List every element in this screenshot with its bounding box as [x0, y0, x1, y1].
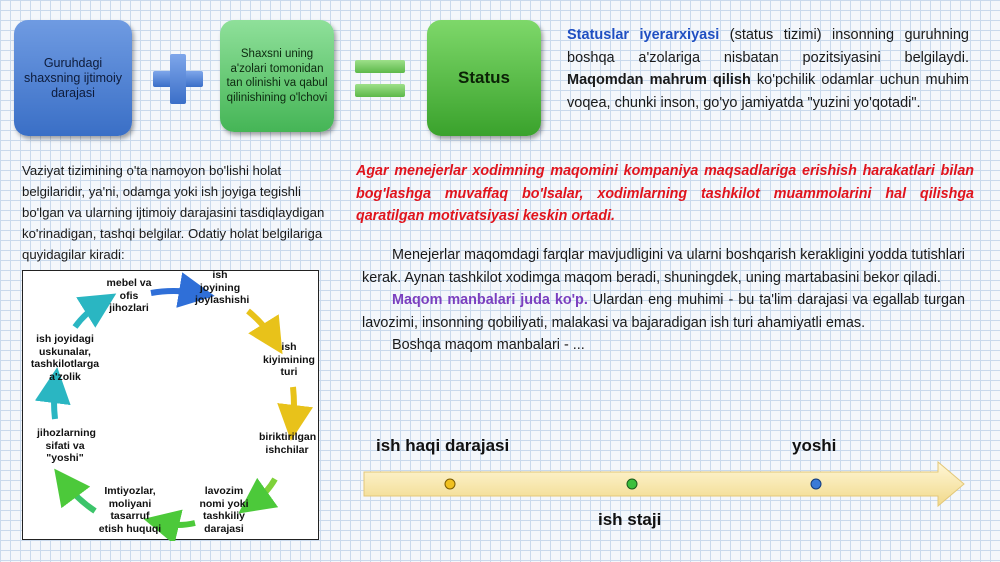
- timeline-dot-2: [627, 479, 637, 489]
- managers-paragraph: Menejerlar maqomdagi farqlar mavjudligini va ularni boshqarish kerakligini yodda tutishlari kerak. Aynan tashkilot xodimga maqom beradi, shuningdek, uning martabasini bekor qiladi.: [362, 247, 965, 286]
- motivation-paragraph: Agar menejerlar xodimning maqomini kompaniya maqsadlariga erishish harakatlari bilan bog'lashga muvaffaq bo'lsalar, xodimlarning tashkilot muammolarini hal qilishga qaratilgan motivatsiyasi keskin ortadi.: [356, 163, 974, 224]
- status-label: Status: [458, 68, 510, 87]
- group-level-box: [14, 20, 132, 136]
- equals-icon: [355, 60, 405, 108]
- arrow-top-left: [75, 303, 101, 327]
- timeline-dot-3: [811, 479, 821, 489]
- status-box: [427, 20, 541, 136]
- timeline-label-experience: ish staji: [598, 510, 662, 529]
- cycle-arrows: [23, 271, 320, 541]
- cycle-node-left1: ish joyidagi uskunalar, tashkilotlarga a'zolik: [30, 333, 100, 383]
- cycle-node-bottom-left: Imtiyozlar, moliyani tasarruf etish huquqi: [98, 485, 162, 535]
- status-signs-paragraph: Vaziyat tizimining o'ta namoyon bo'lishi holat belgilaridir, ya'ni, odamga yoki ish joyiga tegishli bo'lgan va ularning ijtimoiy darajasini tasdiqlaydigan ko'rinadigan, tashqi belgilar. Odatiy holat belgilariga quyidagilar kiradi:: [22, 163, 325, 262]
- cycle-node-top: ish joyining joylashishi: [195, 269, 250, 306]
- group-level-label: Guruhdagi shaxsning ijtimoiy darajasi: [24, 55, 122, 100]
- timeline-dot-1: [445, 479, 455, 489]
- status-signs-cycle: [22, 270, 319, 540]
- cycle-node-right2: biriktirilgan ishchilar: [259, 431, 317, 456]
- cycle-node-left2: jihozlarning sifati va "yoshi": [37, 427, 96, 464]
- timeline-arrow: [360, 460, 970, 520]
- status-timeline: [360, 430, 970, 540]
- other-sources-paragraph: Boshqa maqom manbalari - ...: [392, 337, 585, 353]
- arrow-top: [151, 291, 197, 293]
- sources-term: Maqom manbalari juda ko'p.: [392, 292, 588, 308]
- recognition-box: [220, 20, 334, 132]
- plus-icon: [153, 54, 203, 104]
- arrow-bottom-left: [65, 483, 95, 511]
- status-deprivation-term: Maqomdan mahrum qilish: [567, 72, 751, 88]
- arrow-bottom: [161, 523, 195, 525]
- timeline-label-salary: ish haqi darajasi: [376, 436, 510, 455]
- timeline-label-age: yoshi: [792, 436, 837, 455]
- cycle-node-bottom-right: lavozim nomi yoki tashkiliy darajasi: [199, 485, 249, 535]
- arrow-top-right: [248, 311, 273, 339]
- sources-text: Ulardan eng muhimi - bu ta'lim darajasi va egallab turgan lavozimi, insonning qobiliyati, malakasi va bajaradigan ish turi ahamiyatli emas.: [362, 292, 965, 331]
- arrow-left: [54, 385, 55, 419]
- status-deprivation-text: ko'pchilik odamlar uchun muhim voqea, chunki inson, go'yo jamiyatda "yuzini yo'qotadi".: [567, 72, 969, 111]
- arrow-right: [293, 387, 294, 423]
- recognition-label: Shaxsni uning a'zolari tomonidan tan olinishi va qabul qilinishining o'lchovi: [226, 48, 328, 104]
- status-hierarchy-term: Statuslar iyerarxiyasi: [567, 27, 720, 43]
- status-hierarchy-paragraph: [567, 24, 969, 114]
- cycle-node-right1: ish kiyimining turi: [263, 341, 315, 378]
- status-hierarchy-text: (status tizimi) insonning guruhning boshqa a'zolariga nisbatan pozitsiyasini belgilaydi.: [567, 27, 969, 66]
- status-sources-text: [362, 244, 965, 357]
- arrow-bottom-right: [253, 479, 275, 503]
- sources-paragraph: [362, 289, 965, 334]
- cycle-node-top-left: mebel va ofis jihozlari: [106, 277, 152, 314]
